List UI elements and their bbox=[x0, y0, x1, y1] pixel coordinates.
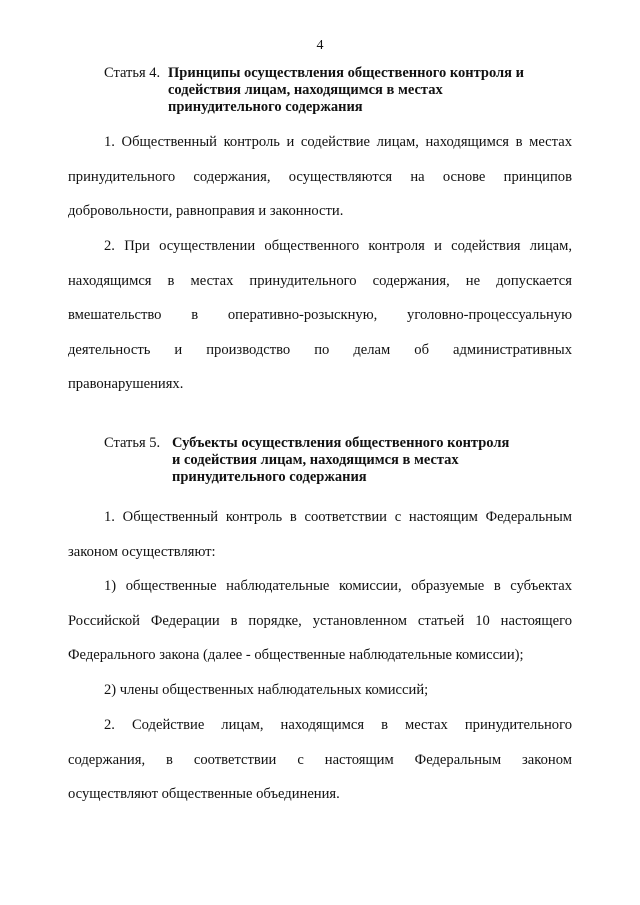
article-4-paragraph-2 bbox=[68, 229, 572, 402]
text-line: 2) члены общественных наблюдательных комиссий; bbox=[104, 682, 429, 698]
text-line: 1. Общественный контроль и содействие лицам, находящимся в местах bbox=[104, 134, 572, 150]
text-line: 1) общественные наблюдательные комиссии, образуемые в субъектах bbox=[104, 578, 572, 594]
article-4-label: Статья 4. bbox=[104, 65, 161, 81]
article-4-paragraph-1 bbox=[68, 125, 572, 229]
text-line: Российской Федерации в порядке, установленном статьей 10 настоящего bbox=[68, 612, 572, 629]
text-line: законом осуществляют: bbox=[68, 543, 216, 560]
text-line: вмешательство в оперативно-розыскную, уголовно-процессуальную bbox=[68, 307, 572, 323]
text-line: добровольности, равноправия и законности. bbox=[68, 203, 344, 219]
text-line: осуществляют общественные объединения. bbox=[68, 786, 340, 802]
article-5-title bbox=[172, 435, 509, 486]
text-line: содержания, в соответствии с настоящим Федеральным законом bbox=[68, 751, 572, 768]
article-4-title bbox=[168, 65, 524, 116]
article-5-title-line: и содействия лицам, находящимся в местах bbox=[172, 452, 459, 468]
article-4-title-line: принудительного содержания bbox=[168, 99, 363, 115]
text-line: деятельность и производство по делам об административных bbox=[68, 341, 572, 358]
text-line: правонарушениях. bbox=[68, 376, 184, 392]
article-5-paragraph-1 bbox=[68, 500, 572, 569]
article-5-paragraph-2 bbox=[68, 708, 572, 812]
article-4-heading bbox=[104, 65, 544, 117]
article-5-item-2 bbox=[68, 673, 572, 708]
text-line: 1. Общественный контроль в соответствии с настоящим Федеральным bbox=[104, 509, 572, 525]
text-line: Федерального закона (далее - общественные наблюдательные комиссии); bbox=[68, 647, 524, 663]
article-4-title-line: содействия лицам, находящимся в местах bbox=[168, 82, 443, 98]
page-number: 4 bbox=[316, 38, 324, 53]
article-5-title-line: Субъекты осуществления общественного контроля bbox=[172, 435, 510, 451]
text-line: 2. При осуществлении общественного контроля и содействия лицам, bbox=[104, 238, 572, 254]
text-line: 2. Содействие лицам, находящимся в местах принудительного bbox=[104, 717, 572, 733]
article-4-title-line: Принципы осуществления общественного контроля и bbox=[168, 65, 524, 81]
text-line: находящимся в местах принудительного содержания, не допускается bbox=[68, 272, 572, 289]
text-line: принудительного содержания, осуществляются на основе принципов bbox=[68, 168, 572, 185]
article-5-label: Статья 5. bbox=[104, 435, 161, 451]
article-5-heading bbox=[104, 435, 544, 487]
article-5-title-line: принудительного содержания bbox=[172, 469, 367, 485]
article-5-item-1 bbox=[68, 569, 572, 673]
